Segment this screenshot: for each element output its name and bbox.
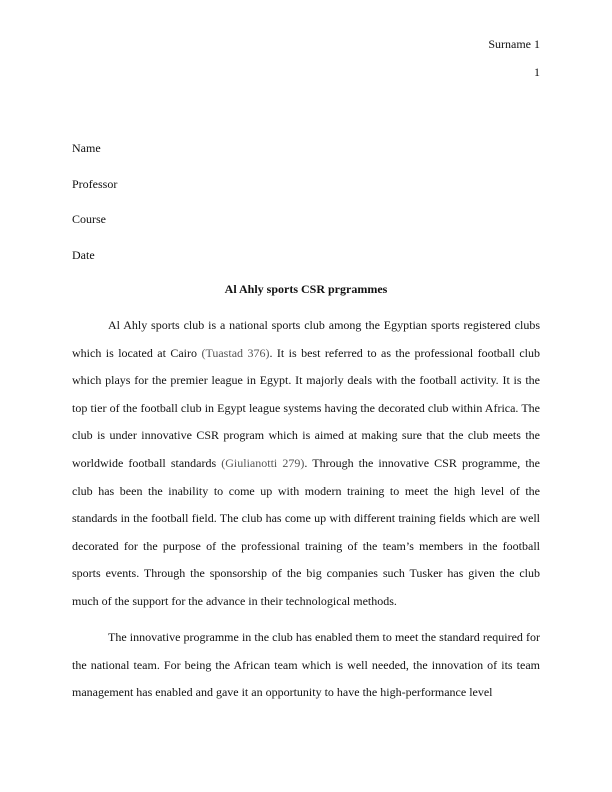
citation-tuastad: (Tuastad 376)	[201, 345, 270, 360]
citation-giulianotti: (Giulianotti 279)	[221, 455, 305, 470]
heading-date: Date	[72, 248, 95, 262]
body-paragraph-1	[72, 312, 540, 616]
heading-professor: Professor	[72, 177, 118, 191]
document-title: Al Ahly sports CSR prgrammes	[224, 282, 388, 296]
body-paragraph-2: The innovative programme in the club has enabled them to meet the standard required for the national team. For being the African team which is well needed, the innovation of its team management has enabled and gave it an opportunity to have the high-performance level	[72, 630, 540, 700]
heading-course: Course	[72, 212, 106, 226]
paragraph-1-text-c: . Through the innovative CSR programme, the club has been the inability to come up with modern training to meet the high level of the standards in the football field. The club has come up with different training fields which are well decorated for the purpose of the professional training of the team’s members in the football sports events. Through the sponsorship of the big companies such Tusker has given the club much of the support for the advance in their technological methods.	[72, 455, 541, 608]
header-page-number: 1	[534, 65, 540, 79]
header-surname: Surname 1	[488, 37, 540, 51]
paragraph-1-text-a: Al Ahly sports club is a national sports club among the Egyptian sports registered clubs which is located at Cairo	[72, 318, 540, 360]
heading-name: Name	[72, 141, 101, 155]
paragraph-1-text-b: . It is best referred to as the professional football club which plays for the premier league in Egypt. It majorly deals with the football activity. It is the top tier of the football club in Egypt league systems having the decorated club within Africa. The club is under innovative CSR program which is aimed at making sure that the club meets the worldwide football standards	[72, 345, 541, 470]
